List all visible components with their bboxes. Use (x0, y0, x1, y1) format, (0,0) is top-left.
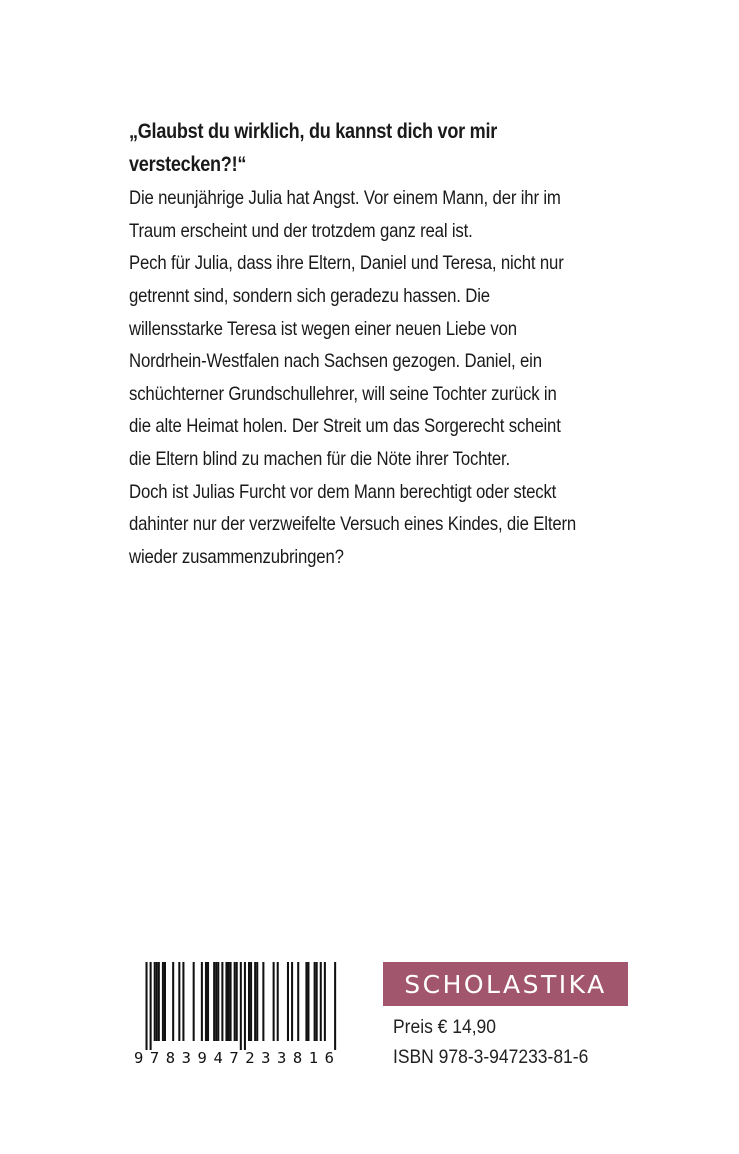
barcode-bar (205, 962, 207, 1041)
barcode-bar (256, 962, 258, 1041)
barcode-bar (217, 962, 219, 1041)
price-info (393, 1013, 588, 1073)
barcode-bar (320, 962, 322, 1041)
barcode-bar (172, 962, 174, 1041)
barcode-bar (213, 962, 215, 1041)
publisher-name: SCHOLASTIKA (404, 969, 607, 999)
barcode-bar (225, 962, 227, 1041)
barcode-bar (162, 962, 164, 1041)
barcode-bar (307, 962, 309, 1041)
publisher-logo (383, 962, 628, 1006)
barcode-guard-bar (150, 962, 152, 1050)
barcode-bar (305, 962, 307, 1041)
barcode-guard-bar (146, 962, 148, 1050)
barcode-bar (182, 962, 184, 1041)
barcode-bar (273, 962, 275, 1041)
barcode-bar (277, 962, 279, 1041)
isbn-label: ISBN 978-3-947233-81-6 (393, 1047, 589, 1068)
barcode-digits: 9783947233816 (134, 1049, 334, 1067)
barcode-bar (262, 962, 264, 1041)
barcode-bar (154, 962, 156, 1041)
barcode-bar (178, 962, 180, 1041)
barcode-guard-bar (240, 962, 242, 1050)
barcode-bar (193, 962, 195, 1041)
barcode-bar (158, 962, 160, 1041)
barcode-bar (164, 962, 166, 1041)
barcode-bar (221, 962, 223, 1041)
barcode-bar (236, 962, 238, 1041)
blurb-paragraph-3: Doch ist Julias Furcht vor dem Mann berechtigt oder steckt dahinter nur der verzweifelte Versuch eines Kindes, die Eltern wieder zusammenzubringen? (129, 480, 577, 568)
barcode-bar (207, 962, 209, 1041)
barcode-guard-bar (334, 962, 336, 1050)
barcode-bar (316, 962, 318, 1041)
barcode-bar (248, 962, 250, 1041)
barcode-bar (250, 962, 252, 1041)
barcode-bar (291, 962, 293, 1041)
barcode-bars (146, 962, 339, 1050)
price-label: Preis € 14,90 (393, 1017, 497, 1038)
blurb-headline: „Glaubst du wirklich, du kannst dich vor mir verstecken?!“ (129, 120, 497, 176)
blurb-paragraph-2: Pech für Julia, dass ihre Eltern, Daniel und Teresa, nicht nur getrennt sind, sondern sich geradezu hassen. Die willensstarke Teresa ist wegen einer neuen Liebe von Nordrhein-Westfalen nach Sachsen gezogen. Daniel, ein schüchterner Grundschullehrer, will seine Tochter zurück in die alte Heimat holen. Der Streit um das Sorgerecht scheint die Eltern blind zu machen für die Nöte ihrer Tochter. (129, 252, 564, 470)
barcode-bar (254, 962, 256, 1041)
barcode-bar (228, 962, 230, 1041)
barcode-bar (297, 962, 299, 1041)
isbn-barcode (130, 962, 338, 1067)
barcode-bar (230, 962, 232, 1041)
barcode-bar (215, 962, 217, 1041)
barcode-bar (324, 962, 326, 1041)
back-cover-blurb (129, 116, 576, 573)
barcode-bar (314, 962, 316, 1041)
barcode-bar (287, 962, 289, 1041)
barcode-bar (234, 962, 236, 1041)
barcode-guard-bar (244, 962, 246, 1050)
barcode-bar (156, 962, 158, 1041)
barcode-bar (201, 962, 203, 1041)
blurb-paragraph-1: Die neunjährige Julia hat Angst. Vor einem Mann, der ihr im Traum erscheint und der trotzdem ganz real ist. (129, 187, 561, 242)
